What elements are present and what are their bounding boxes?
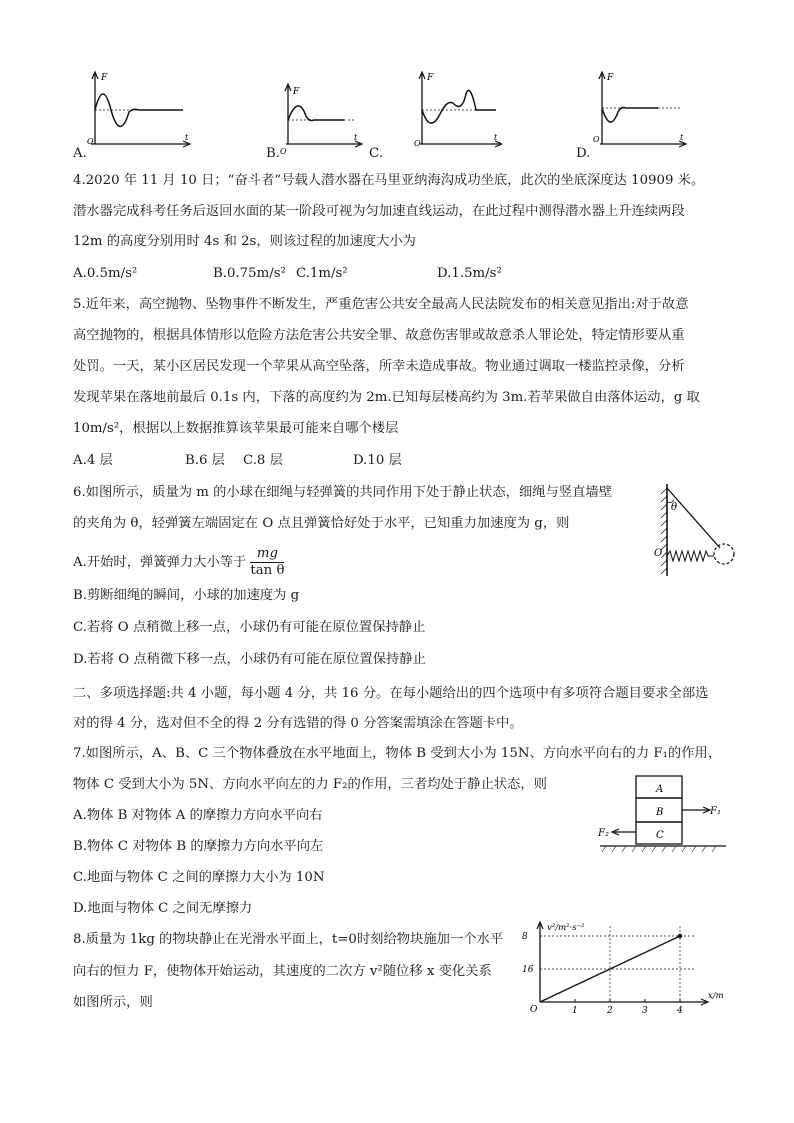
q6-option-a-text: A.开始时，弹簧弹力大小等于 <box>73 555 247 570</box>
q4-option-c: C.1m/s² <box>296 266 348 281</box>
origin-label-b: O <box>280 147 287 156</box>
chart-y-tick-8: 16 <box>522 965 534 975</box>
q5-option-a: A.4 层 <box>73 453 113 468</box>
q8-line-1: 8.质量为 1kg 的物块静止在光滑水平面上，t=0时刻给物块施加一个水平 <box>73 932 504 947</box>
q5-line-1: 5.近年来，高空抛物、坠物事件不断发生，严重危害公共安全最高人民法院发布的相关意见指出:对于故意 <box>73 297 689 312</box>
q4-line-3: 12m 的高度分别用时 4s 和 2s，则该过程的加速度大小为 <box>73 234 416 249</box>
q6-option-b: B.剪断细绳的瞬间，小球的加速度为 g <box>73 588 300 603</box>
q5-line-4: 发现苹果在落地前最后 0.1s 内，下落的高度约为 2m.已知每层楼高约为 3m.若苹果做自由落体运动，g 取 <box>73 390 700 405</box>
spring-ball-figure <box>652 480 742 580</box>
q7-line-1: 7.如图所示，A、B、C 三个物体叠放在水平地面上，物体 B 受到大小为 15N、方向水平向右的力 F₁的作用， <box>73 746 722 761</box>
q5-option-d: D.10 层 <box>353 453 402 468</box>
f-axis-label-c: F <box>427 73 434 83</box>
fraction-denominator: tan θ <box>250 563 285 578</box>
graph-option-d-label: D. <box>576 146 591 161</box>
f-axis-label-d: F <box>607 73 614 83</box>
chart-x-tick-1: 1 <box>572 1006 578 1016</box>
origin-label-a: O <box>87 137 94 146</box>
q4-line-2: 潜水器完成科考任务后返回水面的某一阶段可视为匀加速直线运动，在此过程中测得潜水器上升连续两段 <box>73 204 685 219</box>
chart-point-end <box>678 934 682 938</box>
chart-x-tick-2: 2 <box>607 1006 613 1016</box>
q8-line-2: 向右的恒力 F，使物体开始运动，其速度的二次方 v²随位移 x 变化关系 <box>73 964 492 979</box>
q6-line-1: 6.如图所示，质量为 m 的小球在细绳与轻弹簧的共同作用下处于静止状态，细绳与竖直墙壁 <box>73 485 613 500</box>
fraction-numerator: mg <box>250 546 284 563</box>
option-graph-a <box>73 68 198 160</box>
t-axis-label-d: t <box>680 133 684 142</box>
q5-line-3: 处罚。一天，某小区居民发现一个苹果从高空坠落，所幸未造成事故。物业通过调取一楼监控录像，分析 <box>73 359 685 374</box>
t-axis-label-a: t <box>185 133 189 142</box>
theta-label: θ <box>671 502 678 513</box>
chart-x-label: x/m <box>708 991 724 1001</box>
v2-x-chart <box>520 918 730 1018</box>
f-axis-label-a: F <box>101 73 108 83</box>
t-axis-label-b: t <box>354 133 358 142</box>
q4-option-a: A.0.5m/s² <box>73 266 138 281</box>
force-f2-label: F₂ <box>598 828 609 839</box>
q6-option-d: D.若将 O 点稍微下移一点，小球仍有可能在原位置保持静止 <box>73 652 426 667</box>
chart-origin-label: O <box>530 1005 538 1015</box>
option-graph-b <box>278 82 363 156</box>
q6-line-2: 的夹角为 θ，轻弹簧左端固定在 O 点且弹簧恰好处于水平，已知重力加速度为 g，则 <box>73 516 570 531</box>
chart-y-tick-16: 8 <box>522 932 528 942</box>
q5-line-5: 10m/s²，根据以上数据推算该苹果最可能来自哪个楼层 <box>73 421 399 436</box>
t-axis-label-c: t <box>494 133 498 142</box>
q8-line-3: 如图所示，则 <box>73 995 153 1010</box>
block-a-label: A <box>656 784 664 795</box>
section-2-line-2: 对的得 4 分，选对但不全的得 2 分有选错的得 0 分答案需填涂在答题卡中。 <box>73 716 523 731</box>
q7-option-a: A.物体 B 对物体 A 的摩擦力方向水平向右 <box>73 808 323 823</box>
q4-line-1: 4.2020 年 11 月 10 日；“奋斗者”号载人潜水器在马里亚纳海沟成功坐底，此次的坐底深度达 10909 米。 <box>73 173 705 188</box>
q5-option-b: B.6 层 <box>185 453 225 468</box>
section-2-line-1: 二、多项选择题:共 4 小题，每小题 4 分，共 16 分。在每小题给出的四个选项中有多项符合题目要求全部选 <box>73 686 709 701</box>
q6-option-a <box>73 544 284 582</box>
q5-option-c: C.8 层 <box>243 453 283 468</box>
stacked-blocks-figure <box>598 774 728 856</box>
block-b-label: B <box>656 807 664 818</box>
chart-x-tick-4: 4 <box>677 1006 683 1016</box>
chart-y-label: v²/m²·s⁻² <box>547 923 585 933</box>
graph-option-c-label: C. <box>369 146 383 161</box>
chart-x-tick-3: 3 <box>642 1006 648 1016</box>
q5-line-2: 高空抛物的，根据具体情形以危险方法危害公共安全罪、故意伤害罪或故意杀人罪论处，特定情形要从重 <box>73 328 685 343</box>
q7-option-b: B.物体 C 对物体 B 的摩擦力方向水平向左 <box>73 839 324 854</box>
origin-label-c: O <box>414 139 421 148</box>
q7-option-c: C.地面与物体 C 之间的摩擦力大小为 10N <box>73 870 325 885</box>
spring-force-fraction <box>250 546 284 579</box>
origin-label-d: O <box>593 135 600 144</box>
option-graph-d <box>588 68 688 158</box>
q4-option-b: B.0.75m/s² <box>213 266 286 281</box>
option-graph-c <box>410 68 502 158</box>
graph-option-b-label: B. <box>266 146 280 161</box>
block-c-label: C <box>656 830 664 841</box>
q7-option-d: D.地面与物体 C 之间无摩擦力 <box>73 901 253 916</box>
q7-line-2: 物体 C 受到大小为 5N、方向水平向左的力 F₂的作用，三者均处于静止状态，则 <box>73 777 547 792</box>
q6-option-c: C.若将 O 点稍微上移一点，小球仍有可能在原位置保持静止 <box>73 620 426 635</box>
force-f1-label: F₁ <box>710 806 721 817</box>
o-point-label: O <box>654 548 663 559</box>
f-axis-label-b: F <box>293 87 300 97</box>
q4-option-d: D.1.5m/s² <box>437 266 502 281</box>
graph-option-a-label: A. <box>73 146 87 161</box>
